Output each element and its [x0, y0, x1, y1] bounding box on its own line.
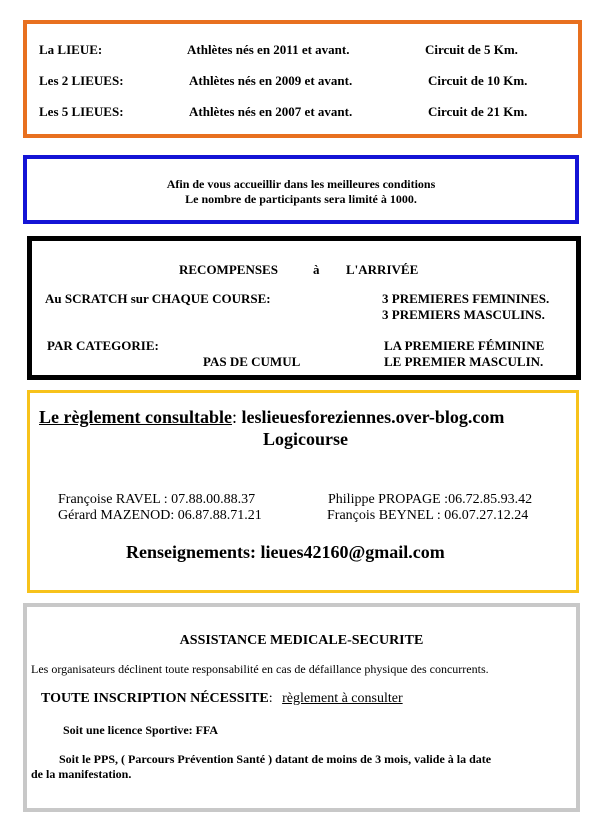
contact-mazenod: Gérard MAZENOD: 06.87.88.71.21	[58, 508, 262, 523]
rewards-heading-mid: à	[313, 262, 320, 277]
race-athletes: Athlètes nés en 2009 et avant.	[189, 73, 353, 88]
licence-line: Soit une licence Sportive: FFA	[63, 723, 219, 737]
race-athletes: Athlètes nés en 2007 et avant.	[189, 104, 353, 119]
category-men: LE PREMIER MASCULIN.	[384, 354, 544, 369]
race-circuit: Circuit de 21 Km.	[428, 104, 528, 119]
rules-platform: Logicourse	[263, 429, 348, 449]
medical-box	[23, 603, 580, 812]
scratch-women: 3 PREMIERES FEMININES.	[382, 291, 550, 306]
participant-limit-box	[23, 155, 579, 224]
race-circuit: Circuit de 5 Km.	[425, 42, 518, 57]
pps-line-1: Soit le PPS, ( Parcours Prévention Santé ) datant de moins de 3 mois, valide à la date	[59, 752, 492, 766]
contact-propage: Philippe PROPAGE :06.72.85.93.42	[328, 492, 533, 507]
inscription-line	[41, 691, 403, 707]
category-label: PAR CATEGORIE:	[47, 338, 159, 353]
rules-label: Le règlement consultable	[39, 407, 232, 427]
inscription-label: TOUTE INSCRIPTION NÉCESSITE	[41, 691, 269, 706]
race-name: Les 2 LIEUES:	[39, 73, 124, 88]
rules-site[interactable]: leslieuesforeziennes.over-blog.com	[241, 407, 505, 427]
rules-box	[27, 390, 579, 593]
pps-line-2: de la manifestation.	[31, 767, 132, 781]
rules-line	[39, 407, 504, 428]
inscription-colon: :	[268, 691, 273, 706]
medical-disclaimer: Les organisateurs déclinent toute responsabilité en cas de défaillance physique des concurrents.	[31, 662, 489, 676]
inscription-link[interactable]: règlement à consulter	[282, 691, 403, 706]
races-box	[23, 20, 582, 138]
contact-beynel: François BEYNEL : 06.07.27.12.24	[327, 508, 529, 523]
race-circuit: Circuit de 10 Km.	[428, 73, 528, 88]
race-name: Les 5 LIEUES:	[39, 104, 124, 119]
limit-line-2: Le nombre de participants sera limité à 1000.	[185, 192, 417, 206]
contact-ravel: Françoise RAVEL : 07.88.00.88.37	[58, 492, 256, 507]
category-women: LA PREMIERE FÉMININE	[384, 338, 545, 353]
race-name: La LIEUE:	[39, 42, 103, 57]
medical-title: ASSISTANCE MEDICALE-SECURITE	[179, 633, 424, 648]
rewards-heading-left: RECOMPENSES	[179, 262, 278, 277]
rewards-box	[27, 236, 581, 380]
no-cumul: PAS DE CUMUL	[203, 354, 301, 369]
limit-line-1: Afin de vous accueillir dans les meilleures conditions	[166, 177, 436, 191]
race-athletes: Athlètes nés en 2011 et avant.	[187, 42, 350, 57]
scratch-label: Au SCRATCH sur CHAQUE COURSE:	[45, 291, 271, 306]
scratch-men: 3 PREMIERS MASCULINS.	[382, 307, 545, 322]
rewards-heading-right: L'ARRIVÉE	[346, 262, 419, 277]
info-email: Renseignements: lieues42160@gmail.com	[126, 542, 445, 562]
rules-colon: :	[231, 407, 237, 427]
